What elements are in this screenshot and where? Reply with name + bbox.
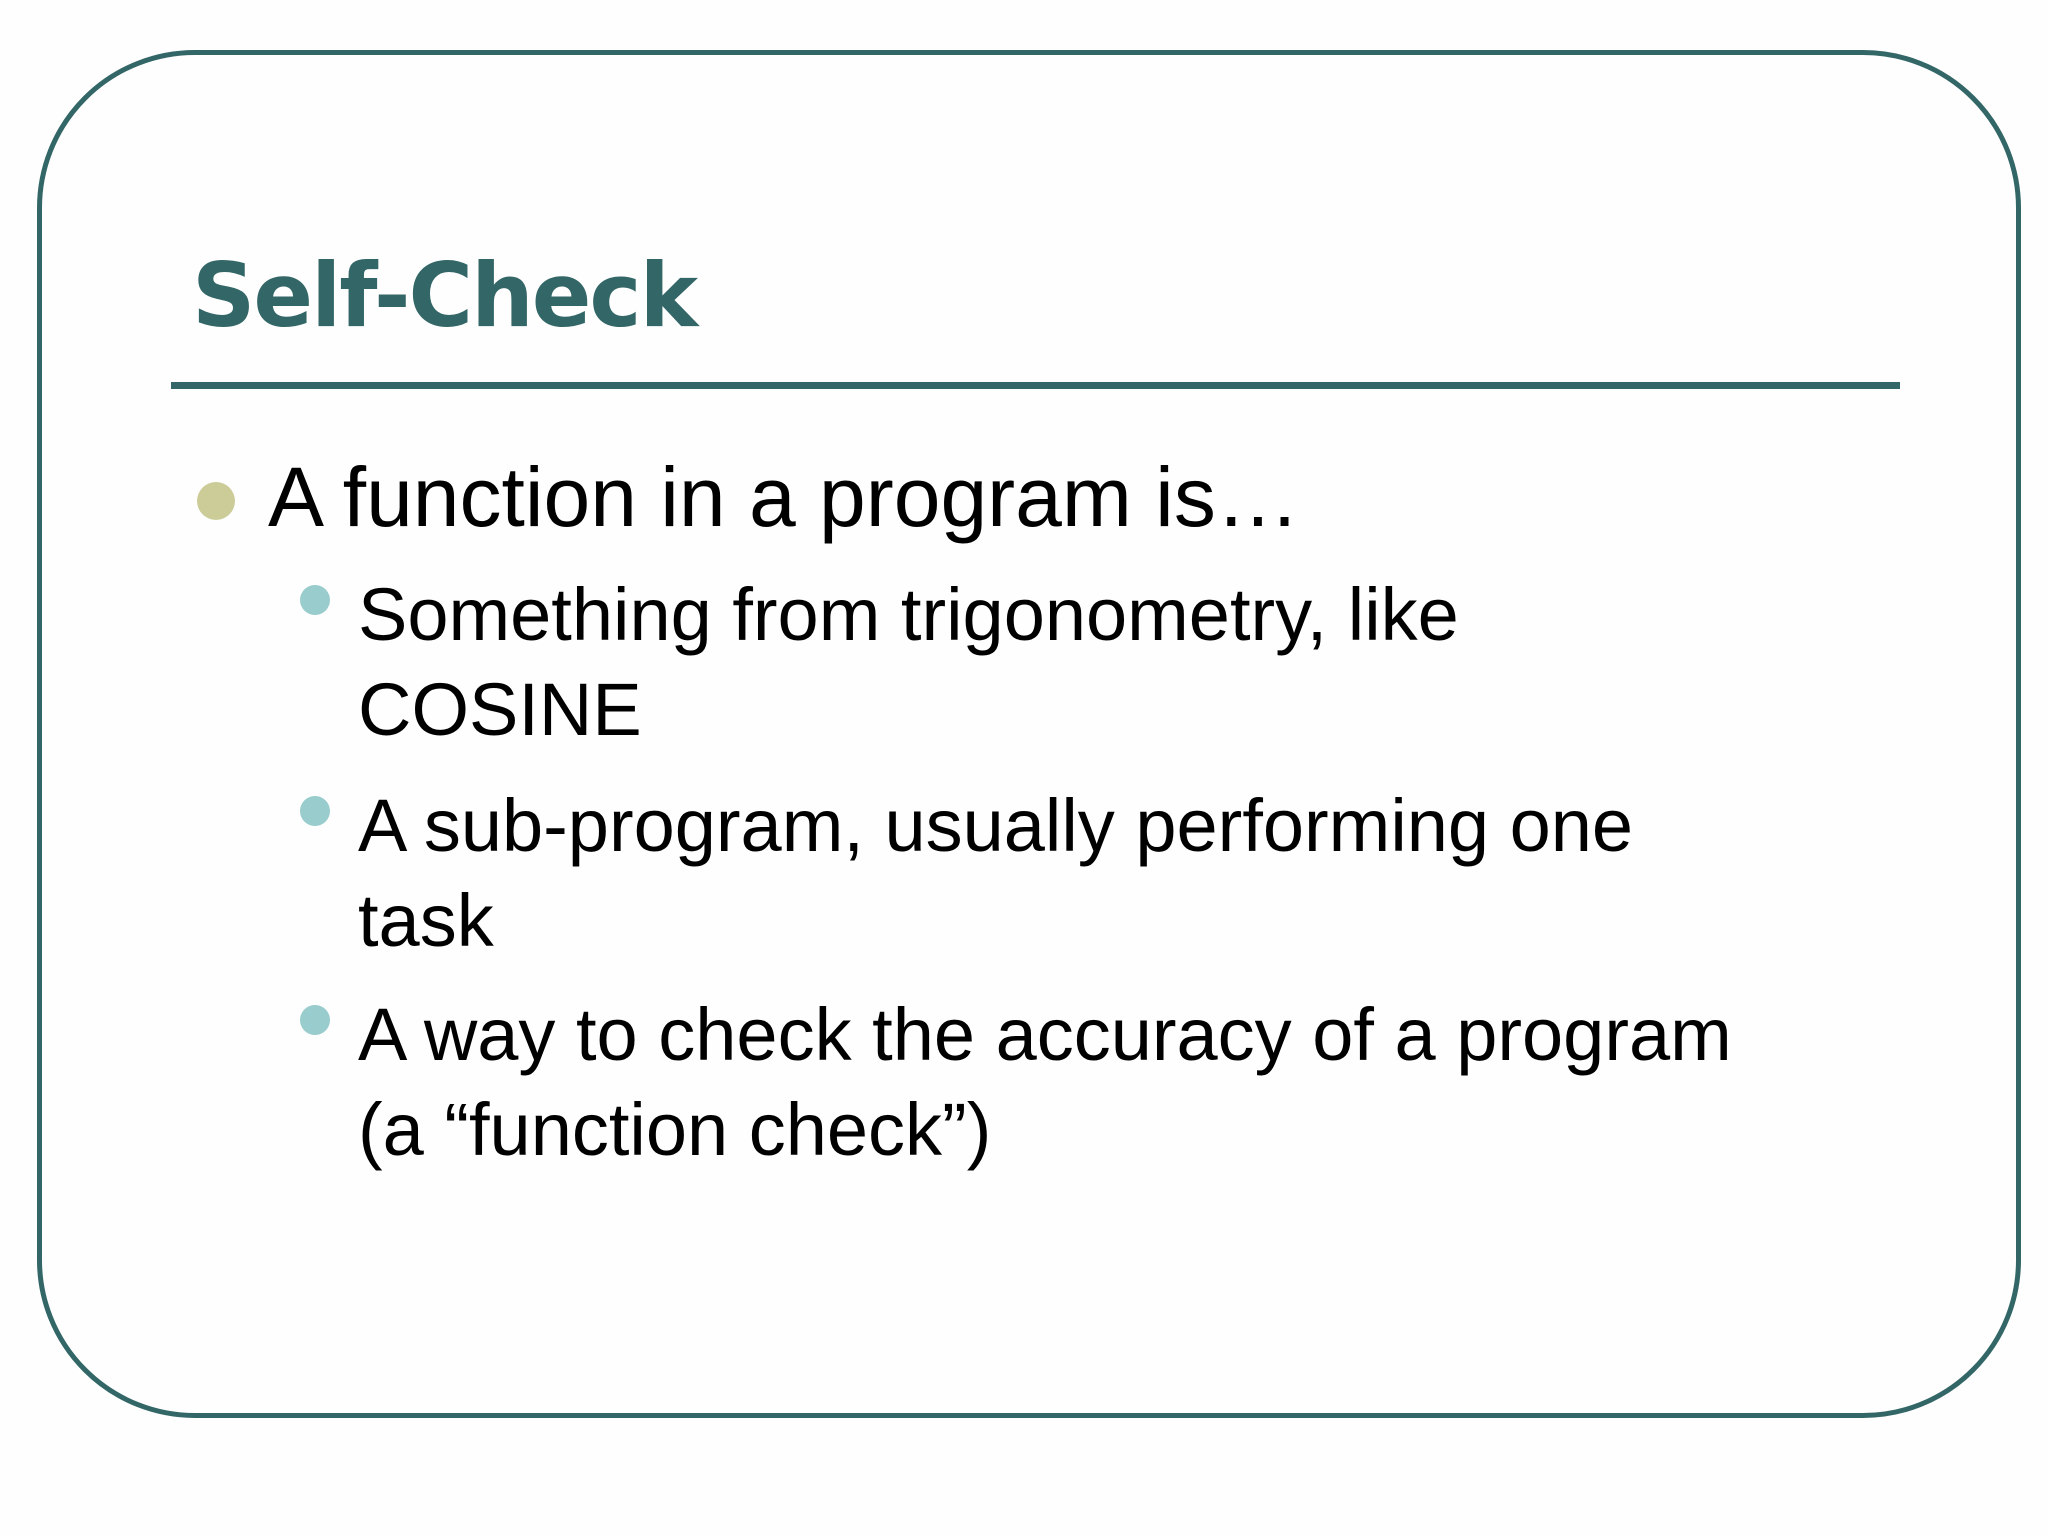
option-3-line-2: (a “function check”) (358, 1088, 992, 1171)
sub-bullet-dot-icon (300, 585, 330, 615)
slide-title: Self-Check (192, 244, 697, 347)
sub-bullet-dot-icon (300, 796, 330, 826)
question-text: A function in a program is… (268, 450, 1300, 544)
option-1-line-1: Something from trigonometry, like (358, 573, 1459, 656)
option-2-line-2: task (358, 879, 494, 962)
bullet-dot-icon (197, 482, 235, 520)
option-1-line-2: COSINE (358, 668, 642, 751)
sub-bullet-dot-icon (300, 1005, 330, 1035)
option-2-line-1: A sub-program, usually performing one (358, 784, 1634, 867)
option-3-line-1: A way to check the accuracy of a program (358, 993, 1732, 1076)
title-divider (171, 382, 1900, 389)
